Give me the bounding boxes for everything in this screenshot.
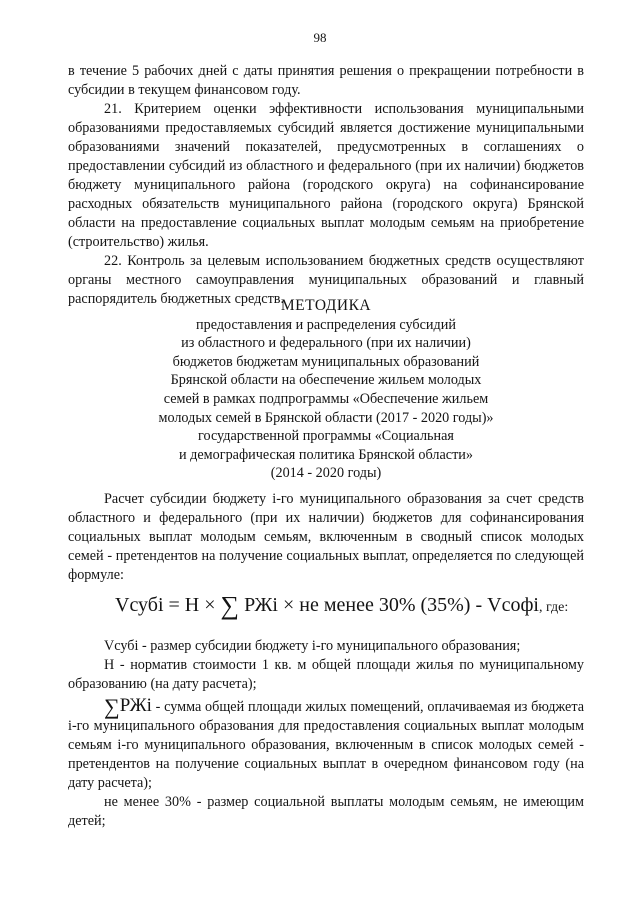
title-line: и демографическая политика Брянской области» (179, 446, 473, 463)
page-number: 98 (313, 30, 327, 45)
sum-symbol: ∑ (104, 694, 120, 719)
paragraph-21: 21. Критерием оценки эффективности использования муниципальными образованиями предоставляемых субсидий является достижение муниципальными образованиями значений показателей, предусмотренных в соглашениях о предоставлении субсидий из областного и федерального (при их наличии) бюджетов бюджету муниципального района (городского округа) на софинансирование расходных обязательств муниципального района (городского округа) Брянской области на предоставление социальных выплат молодым семьям на приобретение (строительство) жилья. (68, 101, 584, 250)
definition-rzh (68, 696, 584, 793)
paragraph-continuation: в течение 5 рабочих дней с даты принятия решения о прекращении потребности в субсидии в текущем финансовом году. (68, 63, 584, 98)
title-line: (2014 - 2020 годы) (270, 465, 382, 482)
rzh-term: РЖi (119, 695, 152, 716)
title-line: из областного и федерального (при их наличии) (181, 335, 471, 352)
definition-rzh-text: - сумма общей площади жилых помещений, оплачиваемая из бюджета i-го муниципального образования для предоставления социальных выплат молодым семьям i-го муниципального образования, включенным в список молодых семей - претендентов на получение социальных выплат в очередном финансовом году (на дату расчета); (68, 699, 584, 791)
title-line: семей в рамках подпрограммы «Обеспечение жильем (163, 390, 489, 407)
formula-left: Vсубi = Н × (115, 594, 216, 616)
paragraph-22: 22. Контроль за целевым использованием бюджетных средств осуществляют органы местного самоуправления муниципальных образований и главный распорядитель бюджетных средств. (68, 253, 584, 307)
title-line: предоставления и распределения субсидий (196, 316, 456, 333)
definition-min30: не менее 30% - размер социальной выплаты молодым семьям, не имеющим детей; (68, 794, 584, 829)
definition-n: Н - норматив стоимости 1 кв. м общей площади жилья по муниципальному образованию (на дату расчета); (68, 657, 584, 692)
definition-vsub: Vсубi - размер субсидии бюджету i-го муниципального образования; (104, 638, 521, 654)
title-heading: МЕТОДИКА (280, 297, 372, 314)
methodology-title (68, 297, 584, 483)
title-line: молодых семей в Брянской области (2017 - 2020 годы)» (158, 409, 494, 426)
title-line: государственной программы «Социальная (198, 428, 454, 445)
title-line: бюджетов бюджетам муниципальных образований (172, 353, 480, 370)
formula-suffix: , где: (538, 600, 569, 615)
definitions (68, 637, 584, 831)
title-line: Брянской области на обеспечение жильем молодых (170, 372, 482, 389)
formula-middle: РЖi × не менее 30% (35%) - Vсофi (244, 594, 539, 616)
calculation-intro (68, 490, 584, 585)
intro-paragraph: Расчет субсидии бюджету i-го муниципального образования за счет средств областного и федерального (при их наличии) бюджетов для софинансирования социальных выплат молодым семьям, включенным в сводный список молодых семей - претендентов на получение социальных выплат, определяется по следующей формуле: (68, 491, 584, 583)
subsidy-formula (115, 590, 568, 623)
sum-symbol: ∑ (220, 591, 240, 620)
section-continuation (68, 62, 584, 309)
